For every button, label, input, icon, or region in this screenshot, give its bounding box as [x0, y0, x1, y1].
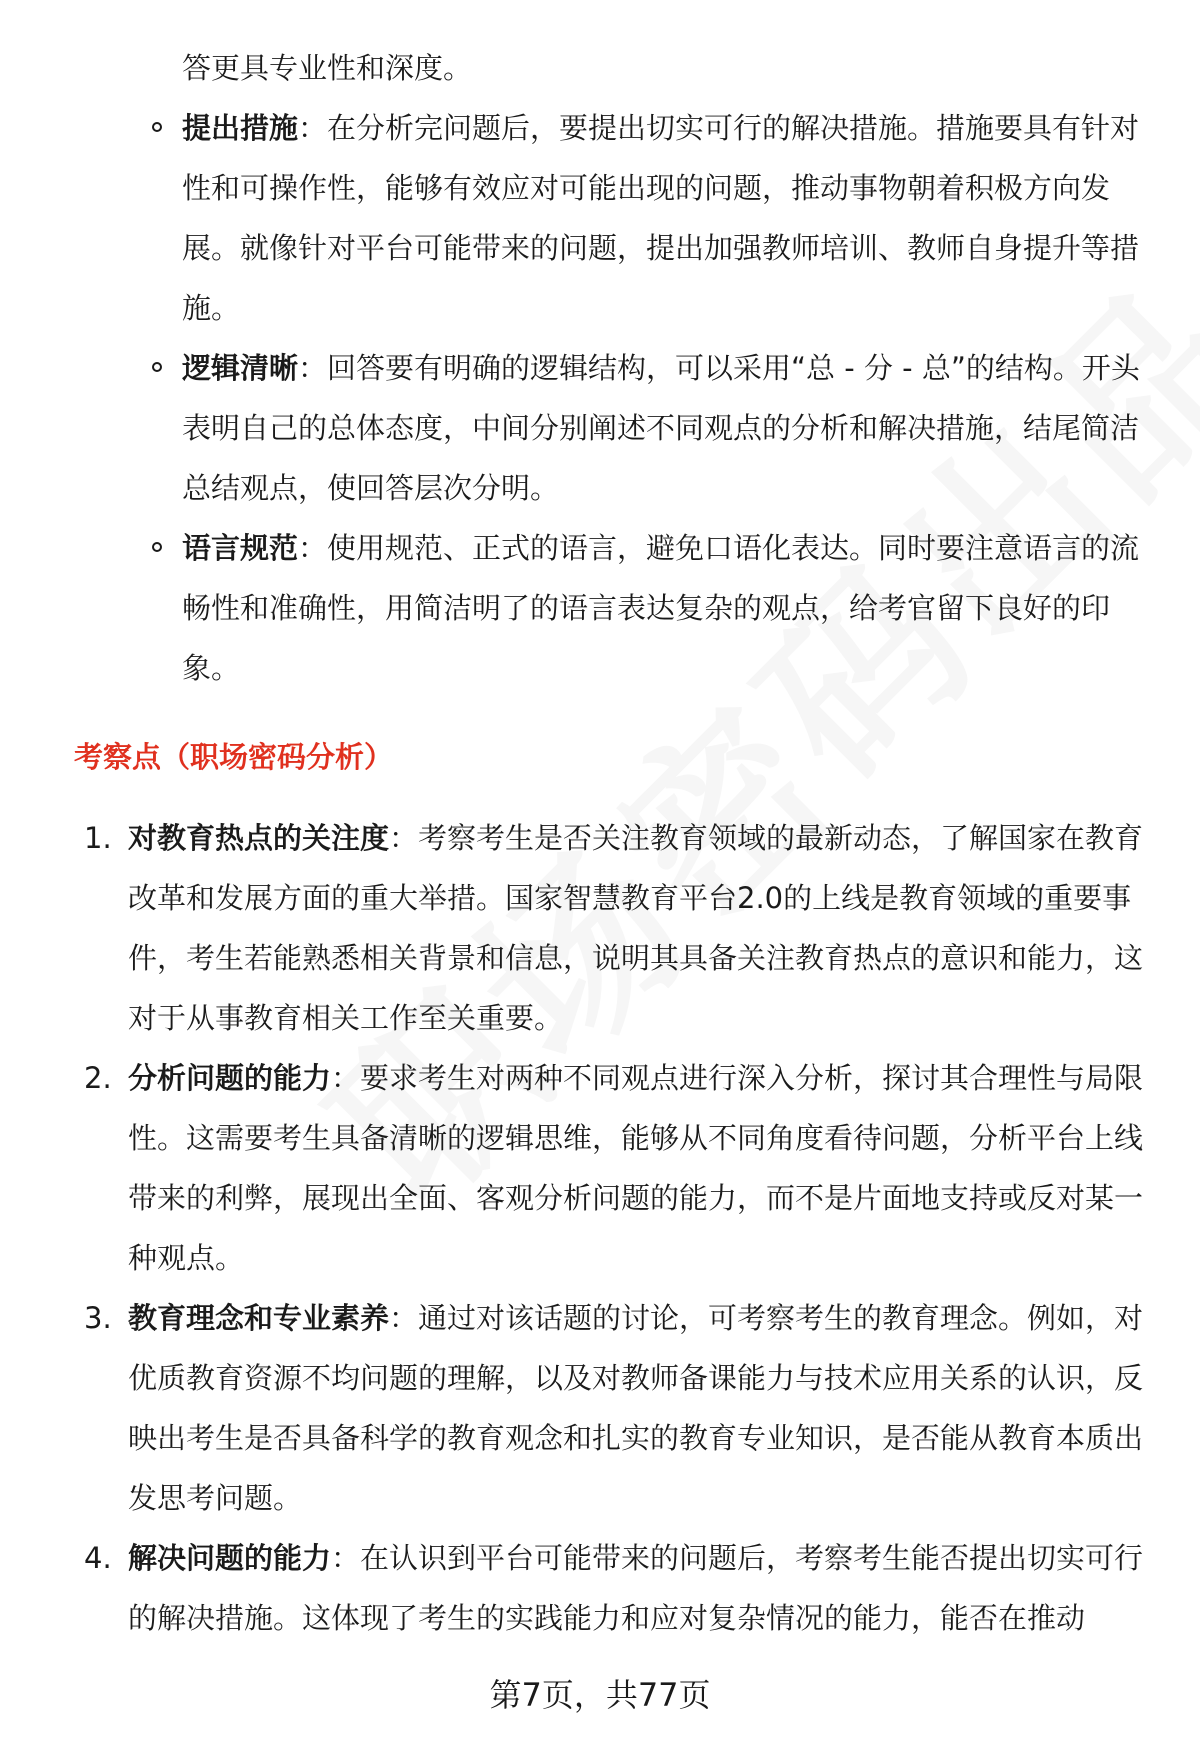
hollow-bullet-icon [152, 362, 162, 372]
item-text: ：考察考生是否关注教育领域的最新动态，了解国家在教育改革和发展方面的重大举措。国家智慧教育平台2.0的上线是教育领域的重要事件，考生若能熟悉相关背景和信息，说明其具备关注教育热点的意识和能力，这对于从事教育相关工作至关重要。 [128, 821, 1144, 1035]
hollow-bullet-icon [152, 122, 162, 132]
item-number: 4. [84, 1541, 112, 1575]
item-number: 1. [84, 821, 112, 855]
list-item [140, 338, 1150, 518]
item-text: ：通过对该话题的讨论，可考察考生的教育理念。例如，对优质教育资源不均问题的理解，以及对教师备课能力与技术应用关系的认识，反映出考生是否具备科学的教育观念和扎实的教育专业知识，是否能从教育本质出发思考问题。 [128, 1301, 1144, 1515]
tips-list [140, 38, 1150, 698]
list-item [140, 518, 1150, 698]
page-number: 第7页，共77页 [489, 1676, 711, 1714]
list-item [74, 1288, 1154, 1528]
assessment-points-list [74, 808, 1154, 1648]
item-text: ：要求考生对两种不同观点进行深入分析，探讨其合理性与局限性。这需要考生具备清晰的逻辑思维，能够从不同角度看待问题，分析平台上线带来的利弊，展现出全面、客观分析问题的能力，而不是片面地支持或反对某一种观点。 [128, 1061, 1144, 1275]
list-item [140, 98, 1150, 338]
list-item [74, 1528, 1154, 1648]
section-heading: 考察点（职场密码分析） [74, 740, 394, 774]
item-number: 3. [84, 1301, 112, 1335]
continuation-text: 答更具专业性和深度。 [182, 51, 473, 85]
item-title: 逻辑清晰 [182, 351, 299, 385]
item-number: 2. [84, 1061, 112, 1095]
item-text: ：在分析完问题后，要提出切实可行的解决措施。措施要具有针对性和可操作性，能够有效应对可能出现的问题，推动事物朝着积极方向发展。就像针对平台可能带来的问题，提出加强教师培训、教师自身提升等措施。 [182, 111, 1140, 325]
item-title: 提出措施 [182, 111, 299, 145]
item-text: ：回答要有明确的逻辑结构，可以采用“总 - 分 - 总”的结构。开头表明自己的总体态度，中间分别阐述不同观点的分析和解决措施，结尾简洁总结观点，使回答层次分明。 [182, 351, 1140, 505]
item-title: 教育理念和专业素养 [128, 1301, 390, 1335]
item-title: 语言规范 [182, 531, 299, 565]
item-title: 分析问题的能力 [128, 1061, 332, 1095]
hollow-bullet-icon [152, 542, 162, 552]
item-title: 解决问题的能力 [128, 1541, 332, 1575]
item-text: ：使用规范、正式的语言，避免口语化表达。同时要注意语言的流畅性和准确性，用简洁明了的语言表达复杂的观点，给考官留下良好的印象。 [182, 531, 1140, 685]
list-item [74, 1048, 1154, 1288]
item-title: 对教育热点的关注度 [128, 821, 390, 855]
list-item [74, 808, 1154, 1048]
item-text: ：在认识到平台可能带来的问题后，考察考生能否提出切实可行的解决措施。这体现了考生的实践能力和应对复杂情况的能力，能否在推动 [128, 1541, 1144, 1635]
